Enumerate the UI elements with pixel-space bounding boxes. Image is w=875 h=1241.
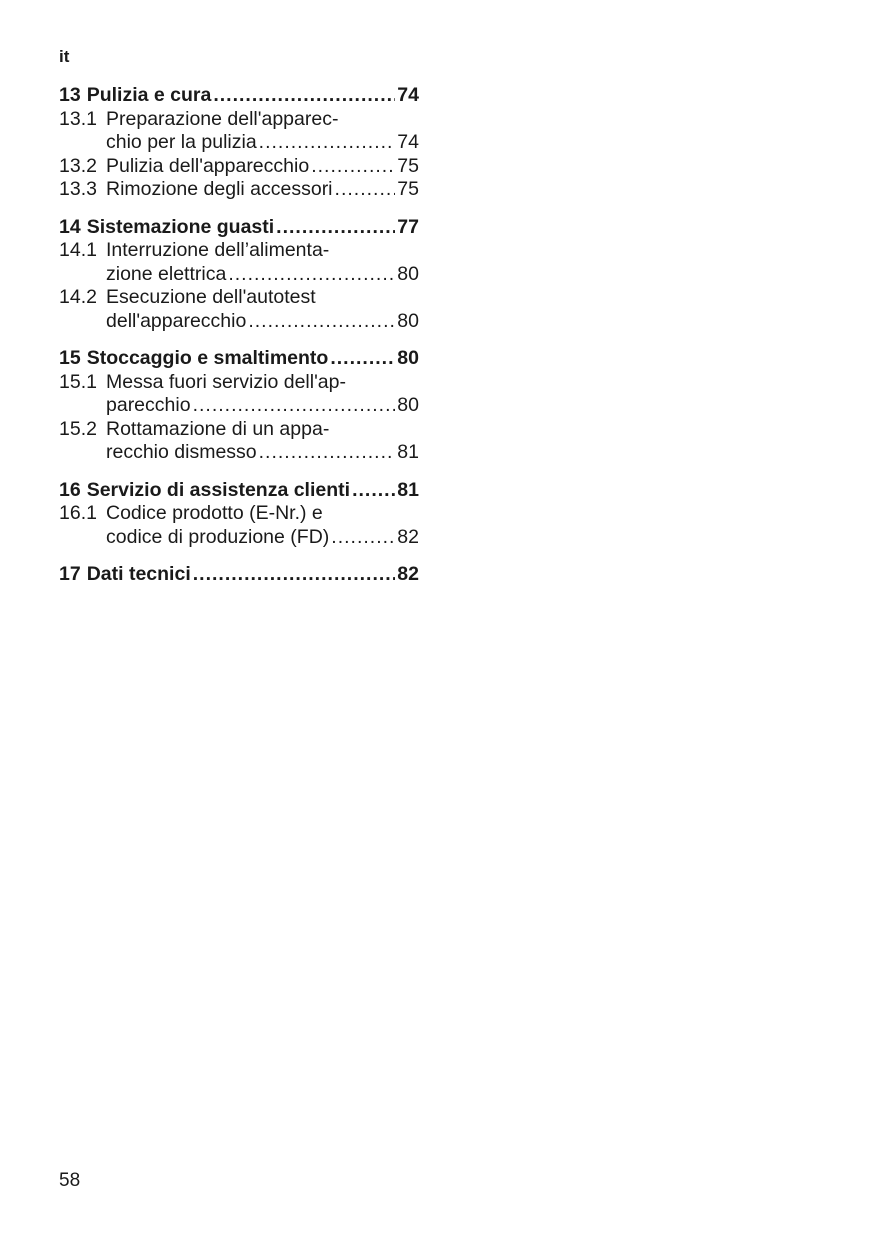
leader-dots xyxy=(352,479,395,503)
entry-title: Pulizia dell'apparecchio xyxy=(106,154,310,177)
section-page: 82 xyxy=(397,563,419,585)
entry-page: 74 xyxy=(397,131,419,153)
table-of-contents xyxy=(59,84,419,601)
toc-entry[interactable] xyxy=(59,239,419,263)
entry-number: 13.3 xyxy=(59,178,97,200)
toc-entry[interactable] xyxy=(59,286,419,310)
entry-title: parecchio xyxy=(106,394,191,416)
toc-entry[interactable] xyxy=(59,155,419,179)
leader-dots xyxy=(228,263,395,287)
section-page: 77 xyxy=(397,215,419,238)
leader-dots xyxy=(259,441,396,465)
section-number: 13 xyxy=(59,84,81,106)
leader-dots xyxy=(193,394,396,418)
leader-dots xyxy=(330,347,395,371)
toc-heading[interactable] xyxy=(59,84,419,108)
entry-title: recchio dismesso xyxy=(106,441,257,463)
entry-title: dell'apparecchio xyxy=(106,309,247,332)
toc-entry[interactable] xyxy=(59,178,419,202)
entry-number: 13.1 xyxy=(59,107,97,130)
section-number: 16 xyxy=(59,478,81,501)
leader-dots xyxy=(335,178,396,202)
section-page: 81 xyxy=(397,478,419,501)
section-title: Dati tecnici xyxy=(86,563,191,585)
entry-page: 80 xyxy=(397,309,419,332)
entry-page: 81 xyxy=(397,441,419,463)
toc-heading[interactable] xyxy=(59,347,419,371)
section-title: Stoccaggio e smaltimento xyxy=(86,347,329,369)
toc-entry-continuation[interactable] xyxy=(59,310,419,334)
toc-entry[interactable] xyxy=(59,502,419,526)
leader-dots xyxy=(193,563,396,587)
toc-entry-continuation[interactable] xyxy=(59,263,419,287)
section-title: Sistemazione guasti xyxy=(86,215,275,238)
toc-section-15 xyxy=(59,347,419,465)
toc-entry-continuation[interactable] xyxy=(59,131,419,155)
leader-dots xyxy=(213,84,395,108)
toc-entry[interactable] xyxy=(59,418,419,442)
leader-dots xyxy=(248,310,395,334)
toc-entry-continuation[interactable] xyxy=(59,526,419,550)
entry-title: Esecuzione dell'autotest xyxy=(106,286,316,308)
toc-section-17 xyxy=(59,563,419,587)
entry-title: Rottamazione di un appa- xyxy=(106,417,330,440)
entry-page: 80 xyxy=(397,262,419,285)
section-title: Pulizia e cura xyxy=(86,84,212,106)
leader-dots xyxy=(276,216,395,240)
entry-title: zione elettrica xyxy=(106,262,227,285)
section-number: 15 xyxy=(59,347,81,369)
entry-number: 15.1 xyxy=(59,370,97,393)
section-title: Servizio di assistenza clienti xyxy=(86,478,351,501)
toc-section-13 xyxy=(59,84,419,202)
entry-number: 15.2 xyxy=(59,417,97,440)
entry-title: codice di produzione (FD) xyxy=(106,525,330,548)
entry-title: Interruzione dell’alimenta- xyxy=(106,239,330,261)
toc-entry[interactable] xyxy=(59,371,419,395)
toc-entry-continuation[interactable] xyxy=(59,441,419,465)
leader-dots xyxy=(259,131,396,155)
entry-page: 82 xyxy=(397,525,419,548)
entry-title: chio per la pulizia xyxy=(106,131,257,153)
toc-heading[interactable] xyxy=(59,563,419,587)
entry-title: Rimozione degli accessori xyxy=(106,178,333,200)
toc-entry[interactable] xyxy=(59,108,419,132)
entry-title: Codice prodotto (E-Nr.) e xyxy=(106,502,323,524)
entry-number: 16.1 xyxy=(59,502,97,524)
entry-page: 80 xyxy=(397,394,419,416)
page-number: 58 xyxy=(59,1170,81,1191)
entry-title: Preparazione dell'apparec- xyxy=(106,107,339,130)
entry-title: Messa fuori servizio dell'ap- xyxy=(106,370,346,393)
toc-section-14 xyxy=(59,216,419,334)
section-number: 14 xyxy=(59,215,81,238)
toc-heading[interactable] xyxy=(59,479,419,503)
section-page: 74 xyxy=(397,84,419,106)
leader-dots xyxy=(311,155,395,179)
toc-heading[interactable] xyxy=(59,216,419,240)
entry-page: 75 xyxy=(397,154,419,177)
entry-number: 14.1 xyxy=(59,239,97,261)
section-number: 17 xyxy=(59,563,81,585)
entry-page: 75 xyxy=(397,178,419,200)
section-page: 80 xyxy=(397,347,419,369)
entry-number: 14.2 xyxy=(59,286,97,308)
toc-entry-continuation[interactable] xyxy=(59,394,419,418)
language-label: it xyxy=(59,47,70,66)
leader-dots xyxy=(331,526,395,550)
toc-section-16 xyxy=(59,479,419,550)
entry-number: 13.2 xyxy=(59,154,97,177)
